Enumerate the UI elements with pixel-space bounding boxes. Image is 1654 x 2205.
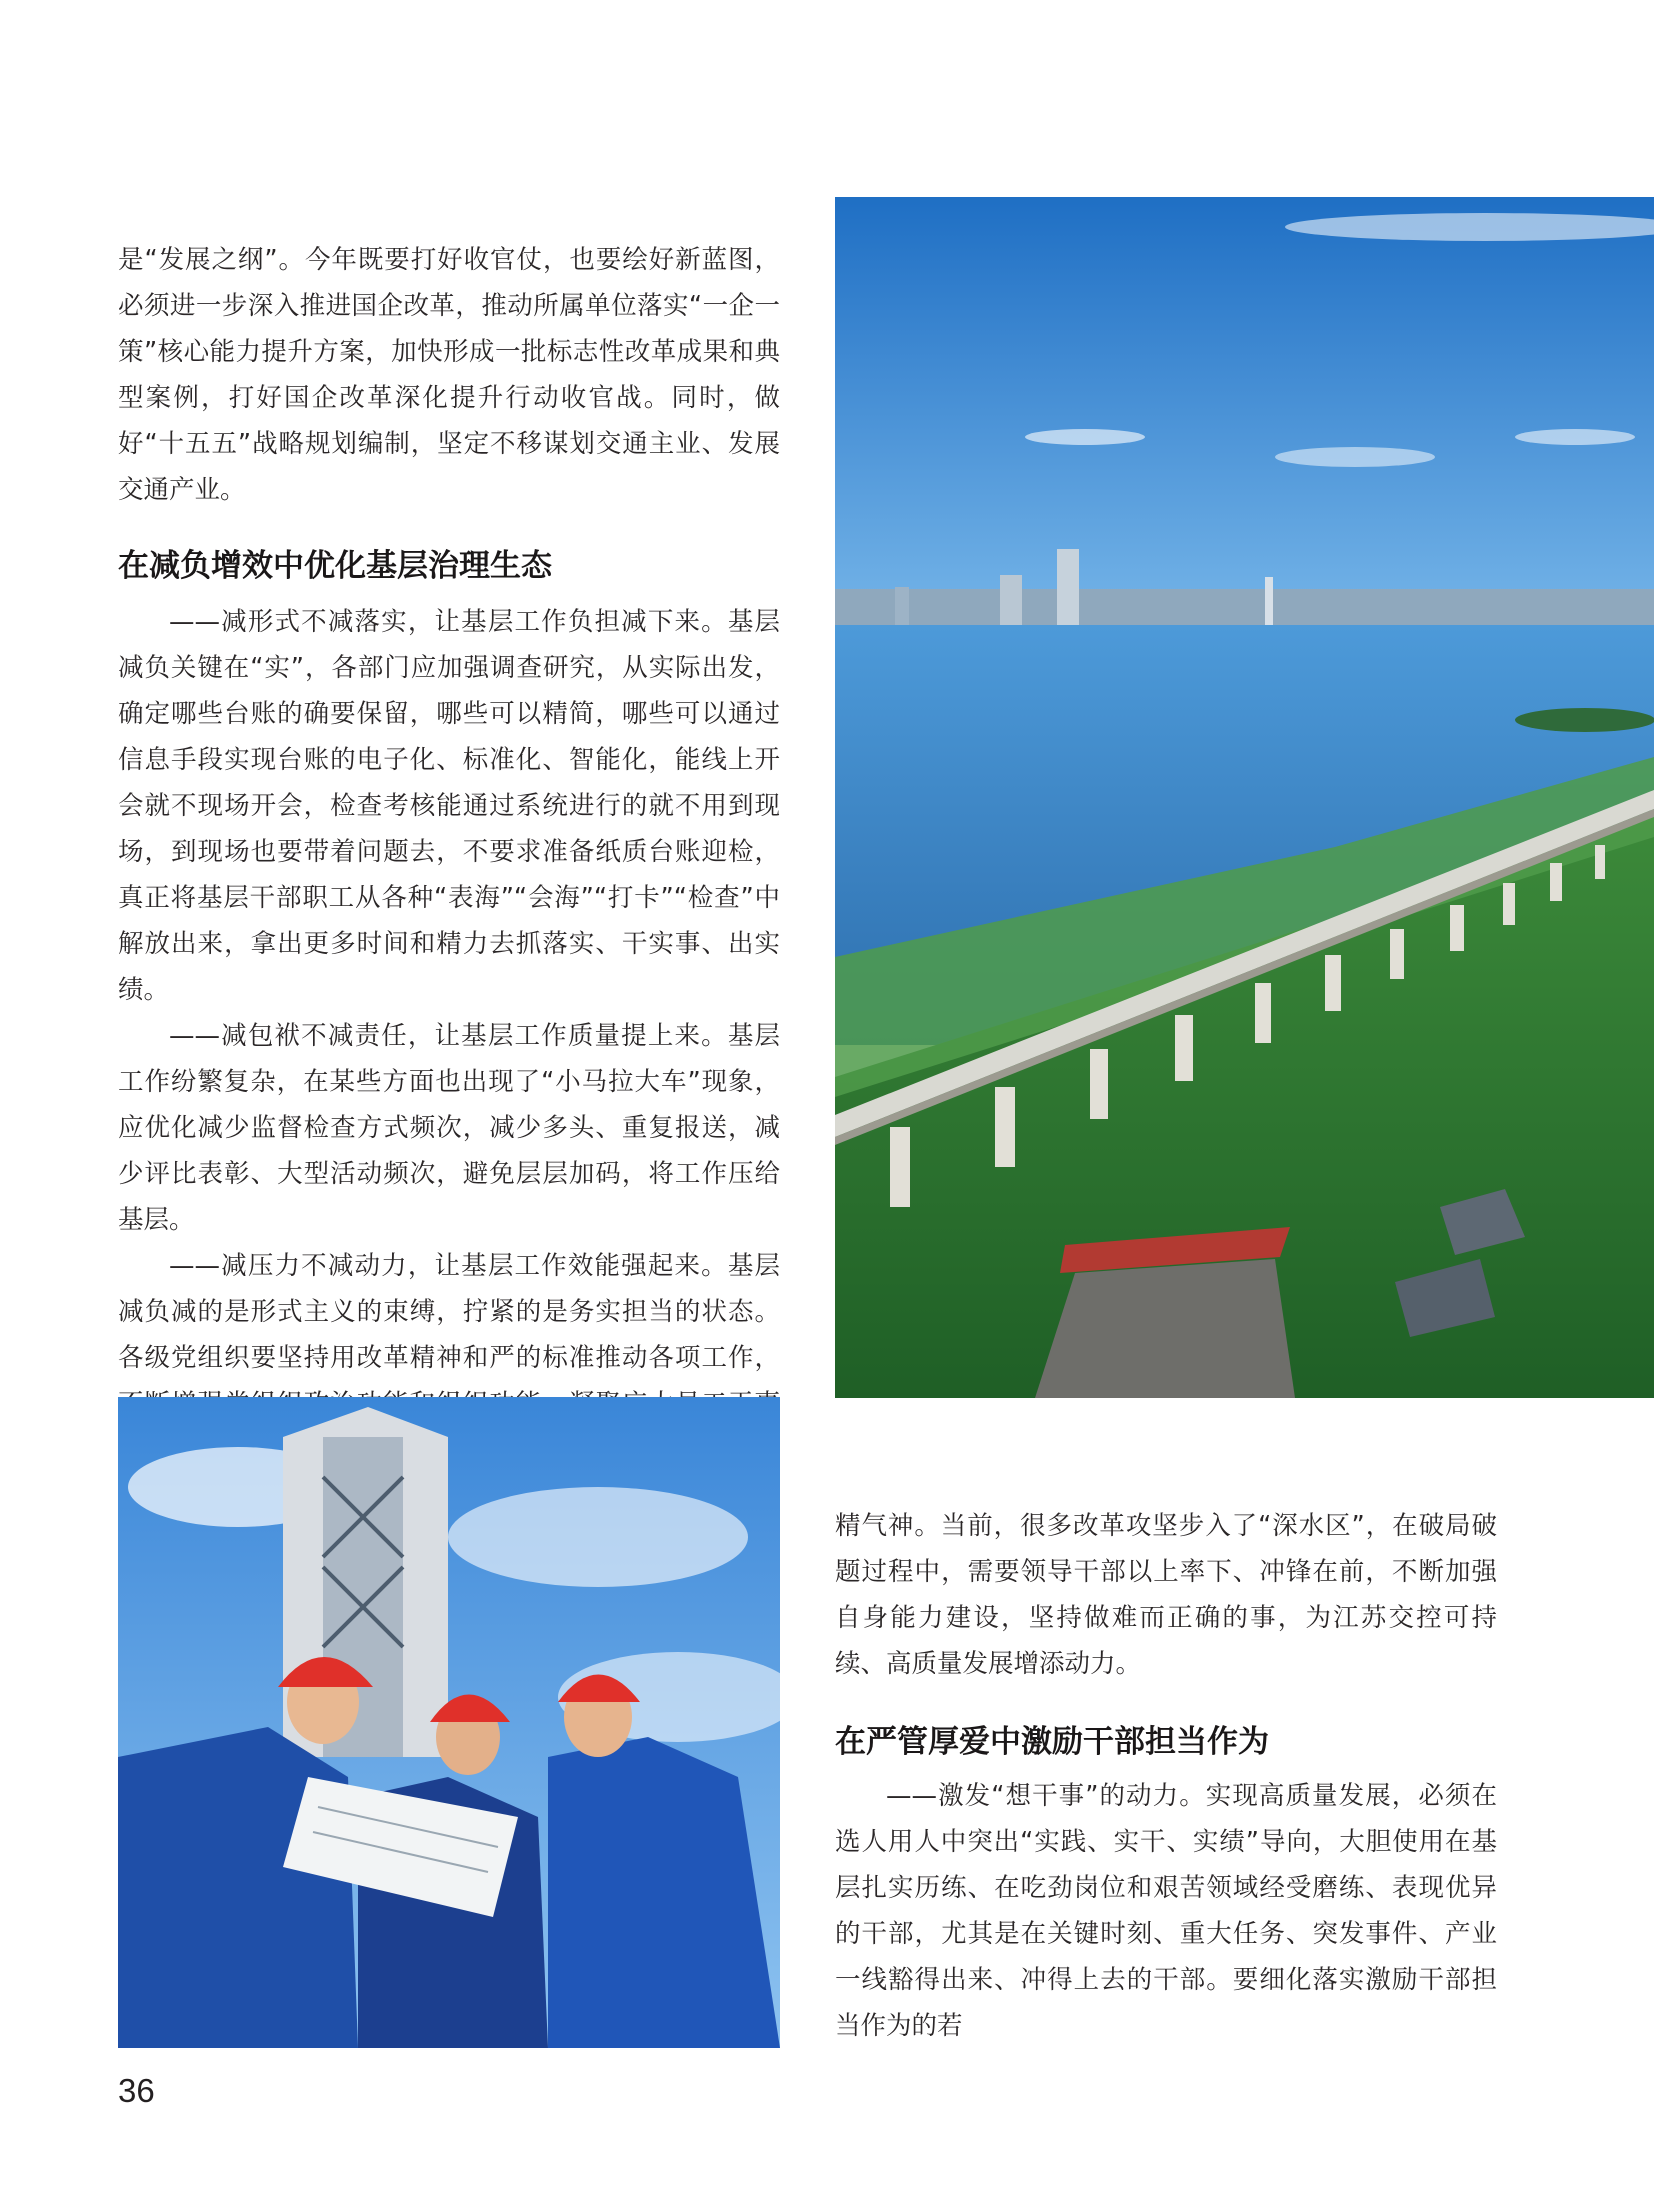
section1-paragraph-2: ——减包袱不减责任，让基层工作质量提上来。基层工作纷繁复杂，在某些方面也出现了“小马拉大车”现象，应优化减少监督检查方式频次，减少多头、重复报送，减少评比表彰、大型活动频次，避免层层加码，将工作压给基层。 bbox=[118, 1021, 780, 1235]
aerial-lake-viaduct-photo bbox=[835, 197, 1654, 1398]
page-number: 36 bbox=[118, 2072, 155, 2109]
section2-heading: 在严管厚爱中激励干部担当作为 bbox=[835, 1724, 1269, 1760]
right-column bbox=[835, 1503, 1497, 2049]
workers-hardhats-tower-photo bbox=[118, 1397, 780, 2048]
section1-paragraph-3: ——减压力不减动力，让基层工作效能强起来。基层减负减的是形式主义的束缚，拧紧的是务实担当的状态。各级党组织要坚持用改革精神和严的标准推动各项工作， bbox=[118, 1251, 780, 1373]
section1-heading: 在减负增效中优化基层治理生态 bbox=[118, 548, 552, 584]
intro-paragraph: 是“发展之纲”。今年既要打好收官仗，也要绘好新蓝图，必须进一步深入推进国企改革，推动所属单位落实“一企一策”核心能力提升方案，加快形成一批标志性改革成果和典型案例，打好国企改革深化提升行动收官战。同时，做好“十五五”战略规划编制，坚定不移谋划交通主业、发展交通产业。 bbox=[118, 245, 780, 505]
continued-paragraph: 精气神。当前，很多改革攻坚步入了“深水区”，在破局破题过程中，需要领导干部以上率下、冲锋在前，不断加强自身能力建设，坚持做难而正确的事，为江苏交控可持续、高质量发展增添动力。 bbox=[835, 1511, 1497, 1679]
section1-paragraph-1: ——减形式不减落实，让基层工作负担减下来。基层减负关键在“实”，各部门应加强调查研究，从实际出发，确定哪些台账的确要保留，哪些可以精简，哪些可以通过信息手段实现台账的电子化、标准化、智能化，能线上开会就不现场开会，检查考核能通过系统进行的就不用到现场，到现场也要带着问题去，不要求准备纸质台账迎检，真正将基层干部职工从各种“表海”“会海”“打卡”“检查”中解放出来，拿出更多时间和精力去抓落实、干实事、出实绩。 bbox=[118, 607, 780, 1005]
section2-paragraph-1: ——激发“想干事”的动力。实现高质量发展，必须在选人用人中突出“实践、实干、实绩”导向，大胆使用在基层扎实历练、在吃劲岗位和艰苦领域经受磨练、表现优异的干部，尤其是在关键时刻、重大任务、突发事件、产业一线豁得出来、冲得上去的干部。要细化落实激励干部担当作为的若 bbox=[835, 1781, 1497, 2041]
left-column bbox=[118, 237, 780, 1473]
